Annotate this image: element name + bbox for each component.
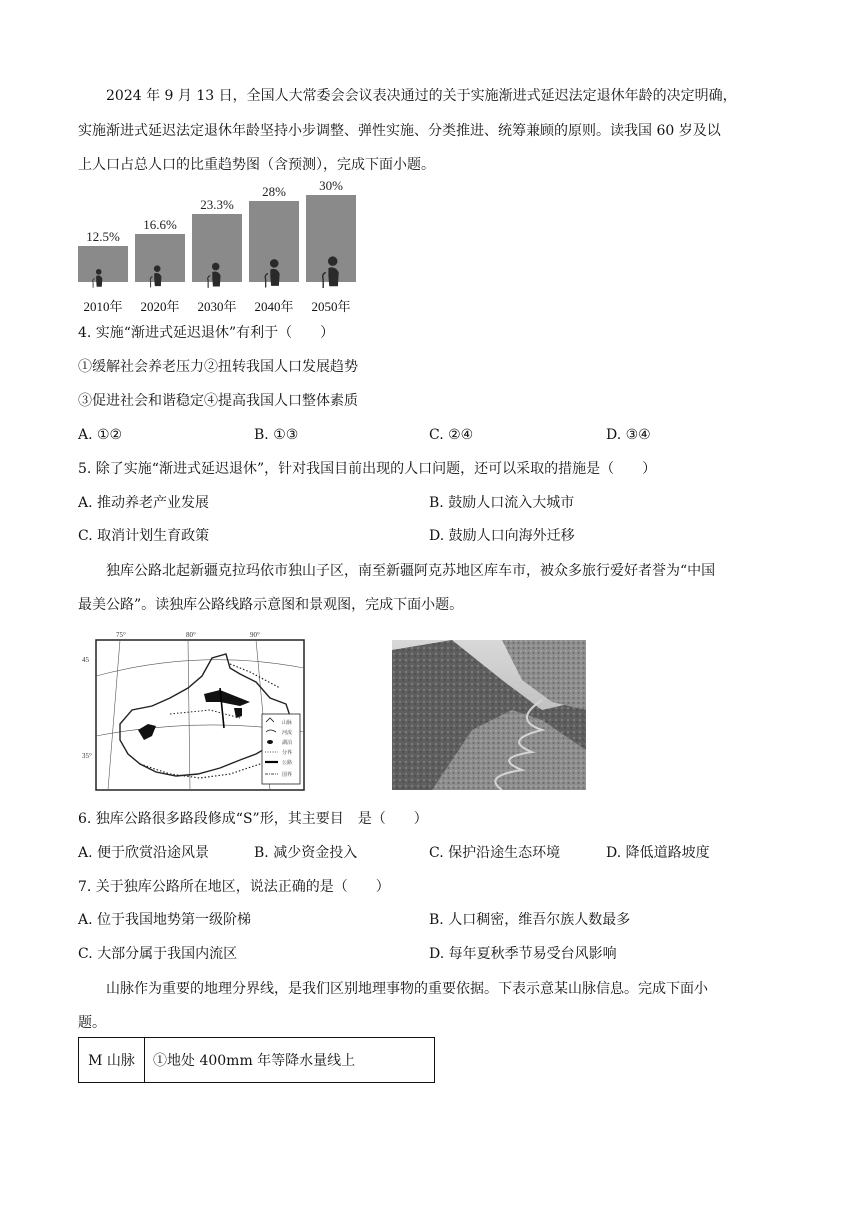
- q6-choice-d[interactable]: D. 降低道路坡度: [606, 845, 710, 861]
- chart-value-label: 28%: [262, 183, 286, 199]
- q7-stem: 7. 关于独库公路所在地区，说法正确的是（ ）: [78, 879, 390, 895]
- legend-item-6: 国界: [282, 772, 293, 778]
- chart-category-label: 2020年: [140, 299, 180, 314]
- q6-choice-b[interactable]: B. 减少资金投入: [254, 845, 358, 861]
- q5-choices-row-1: [78, 493, 778, 513]
- legend-symbol-lake: [267, 740, 273, 744]
- q4-choices: [78, 425, 778, 445]
- q7-choice-d[interactable]: D. 每年夏秋季节易受台风影响: [429, 946, 617, 962]
- q4-options-line-1: ①缓解社会养老压力②扭转我国人口发展趋势: [78, 359, 358, 375]
- legend-item-1: 山脉: [282, 720, 293, 726]
- q7-choice-a[interactable]: A. 位于我国地势第一级阶梯: [78, 912, 252, 928]
- chart-value-label: 30%: [319, 178, 343, 193]
- table-cell-mountain-name: M 山脉: [79, 1038, 145, 1082]
- intro-line-1: 2024 年 9 月 13 日，全国人大常委会会议表决通过的关于实施渐进式延迟法定退休年龄的决定明确，: [106, 88, 737, 104]
- elderly-person-icon: [204, 260, 225, 288]
- q7-choices-row-2: [78, 944, 778, 964]
- intro-line-2: 实施渐进式延迟法定退休年龄坚持小步调整、弹性实施、分类推进、统筹兼顾的原则。读我国 60 岁及以: [78, 123, 721, 139]
- intro-line-3: 上人口占总人口的比重趋势图（含预测），完成下面小题。: [78, 157, 435, 173]
- chart-category-label: 2010年: [83, 299, 123, 314]
- q5-choice-a[interactable]: A. 推动养老产业发展: [78, 495, 210, 511]
- q6-choice-a[interactable]: A. 便于欣赏沿途风景: [78, 845, 210, 861]
- chart-value-label: 16.6%: [143, 216, 177, 232]
- chart-category-label: 2040年: [254, 299, 294, 314]
- elderly-person-icon: [261, 256, 284, 288]
- legend-item-2: 河流: [282, 730, 293, 736]
- chart-value-label: 23.3%: [200, 197, 234, 213]
- map-lat-label-2: 35°: [82, 752, 92, 760]
- passage3-line-2: 题。: [78, 1015, 106, 1031]
- q5-choices-row-2: [78, 526, 778, 546]
- q7-choice-b[interactable]: B. 人口稠密，维吾尔族人数最多: [429, 912, 631, 928]
- duku-highway-map: [80, 628, 306, 792]
- aging-population-chart: [74, 180, 374, 318]
- duku-landscape-photo: [392, 640, 586, 790]
- q6-choices: [78, 843, 778, 863]
- chart-baseline: [78, 282, 356, 283]
- q7-choice-c[interactable]: C. 大部分属于我国内流区: [78, 946, 238, 962]
- q5-choice-d[interactable]: D. 鼓励人口向海外迁移: [429, 528, 575, 544]
- chart-category-label: 2030年: [197, 299, 237, 314]
- legend-item-5: 公路: [282, 760, 293, 766]
- q4-choice-a[interactable]: A. ①②: [78, 427, 123, 443]
- map-lon-label-3: 90°: [250, 631, 260, 639]
- map-lat-label-1: 45: [82, 656, 89, 664]
- q5-choice-b[interactable]: B. 鼓励人口流入大城市: [429, 495, 575, 511]
- mountain-info-table: [78, 1037, 435, 1083]
- q6-stem: 6. 独库公路很多路段修成“S”形，其主要目 是（ ）: [78, 811, 428, 827]
- q4-options-line-2: ③促进社会和谐稳定④提高我国人口整体素质: [78, 393, 358, 409]
- q4-choice-c[interactable]: C. ②④: [429, 427, 474, 443]
- legend-item-4: 分界: [282, 750, 293, 756]
- table-cell-mountain-info: ①地处 400mm 年等降水量线上: [153, 1053, 356, 1069]
- elderly-person-icon: [90, 267, 105, 288]
- q6-choice-c[interactable]: C. 保护沿途生态环境: [429, 845, 561, 861]
- chart-category-label: 2050年: [311, 299, 351, 314]
- q4-choice-b[interactable]: B. ①③: [254, 427, 299, 443]
- q7-choices-row-1: [78, 910, 778, 930]
- q5-stem: 5. 除了实施“渐进式延迟退休”，针对我国目前出现的人口问题，还可以采取的措施是（ ）: [78, 461, 657, 477]
- chart-value-label: 12.5%: [86, 228, 120, 244]
- elderly-person-icon: [147, 263, 165, 288]
- q4-choice-d[interactable]: D. ③④: [606, 427, 651, 443]
- q4-stem: 4. 实施“渐进式延迟退休”有利于（ ）: [78, 325, 335, 341]
- passage2-line-2: 最美公路”。读独库公路线路示意图和景观图，完成下面小题。: [78, 597, 464, 613]
- passage2-line-1: 独库公路北起新疆克拉玛依市独山子区，南至新疆阿克苏地区库车市，被众多旅行爱好者誉为“中国: [106, 563, 716, 579]
- map-lon-label-2: 80°: [186, 631, 196, 639]
- q5-choice-c[interactable]: C. 取消计划生育政策: [78, 528, 210, 544]
- map-legend: [262, 714, 300, 784]
- passage3-line-1: 山脉作为重要的地理分界线，是我们区别地理事物的重要依据。下表示意某山脉信息。完成下面小: [106, 981, 708, 997]
- legend-item-3: 湖泊: [282, 740, 293, 746]
- map-lon-label-1: 75°: [116, 631, 126, 639]
